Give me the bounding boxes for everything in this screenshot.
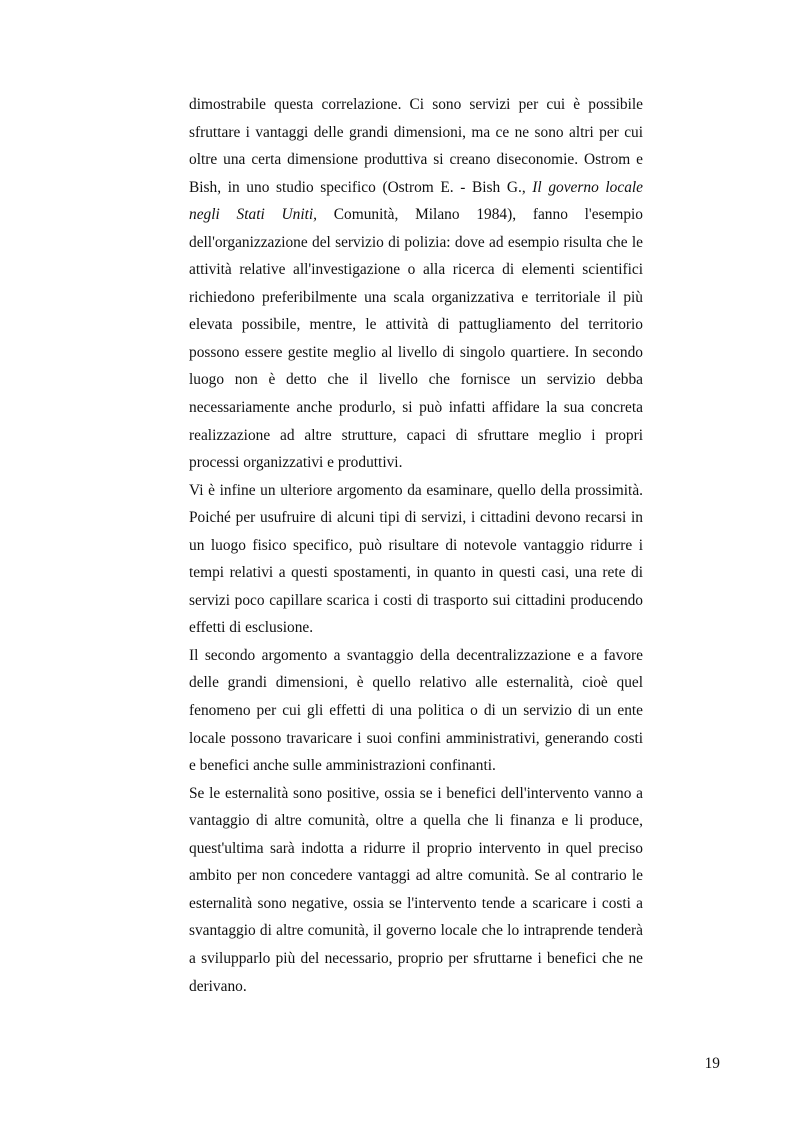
citation-title: Il governo locale negli Stati Uniti, <box>189 178 643 224</box>
paragraph-continued <box>189 91 643 477</box>
paragraph-externalities-effects: Se le esternalità sono positive, ossia se i benefici dell'intervento vanno a vantaggio di altre comunità, oltre a quella che li finanza e li produce, quest'ultima sarà indotta a ridurre il proprio intervento in quel preciso ambito per non concedere vantaggi ad altre comunità. Se al contrario le esternalità sono negative, ossia se l'intervento tende a scaricare i costi a svantaggio di altre comunità, il governo locale che lo intraprende tenderà a svilupparlo più del necessario, proprio per sfruttarne i benefici che ne derivano. <box>189 784 643 995</box>
page-body <box>189 91 643 1000</box>
paragraph-text: Comunità, Milano 1984), fanno l'esempio dell'organizzazione del servizio di polizia: dove ad esempio risulta che le attività relative all'investigazione o alla ricerca di elementi scientifici richiedono preferibilmente una scala organizzativa e territoriale il più elevata possibile, mentre, le attività di pattugliamento del territorio possono essere gestite meglio al livello di singolo quartiere. In secondo luogo non è detto che il livello che fornisce un servizio debba necessariamente anche produrlo, si può infatti affidare la sua concreta realizzazione ad altre strutture, capaci di sfruttare meglio i propri processi organizzativi e produttivi. <box>189 206 643 472</box>
paragraph-text: dimostrabile questa correlazione. Ci sono servizi per cui è possibile sfruttare i vantaggi delle grandi dimensioni, ma ce ne sono altri per cui oltre una certa dimensione produttiva si creano diseconomie. Ostrom e Bish, in uno studio specifico (Ostrom E. - Bish G., <box>189 96 643 196</box>
paragraph-externalities-intro: Il secondo argomento a svantaggio della decentralizzazione e a favore delle grandi dimensioni, è quello relativo alle esternalità, cioè quel fenomeno per cui gli effetti di una politica o di un servizio di un ente locale possono travaricare i suoi confini amministrativi, generando costi e benefici anche sulle amministrazioni confinanti. <box>189 646 643 775</box>
paragraph-proximity: Vi è infine un ulteriore argomento da esaminare, quello della prossimità. Poiché per usufruire di alcuni tipi di servizi, i cittadini devono recarsi in un luogo fisico specifico, può risultare di notevole vantaggio ridurre i tempi relativi a questi spostamenti, in quanto in questi casi, una rete di servizi poco capillare scarica i costi di trasporto sui cittadini producendo effetti di esclusione. <box>189 481 643 637</box>
page-number: 19 <box>704 1055 720 1072</box>
